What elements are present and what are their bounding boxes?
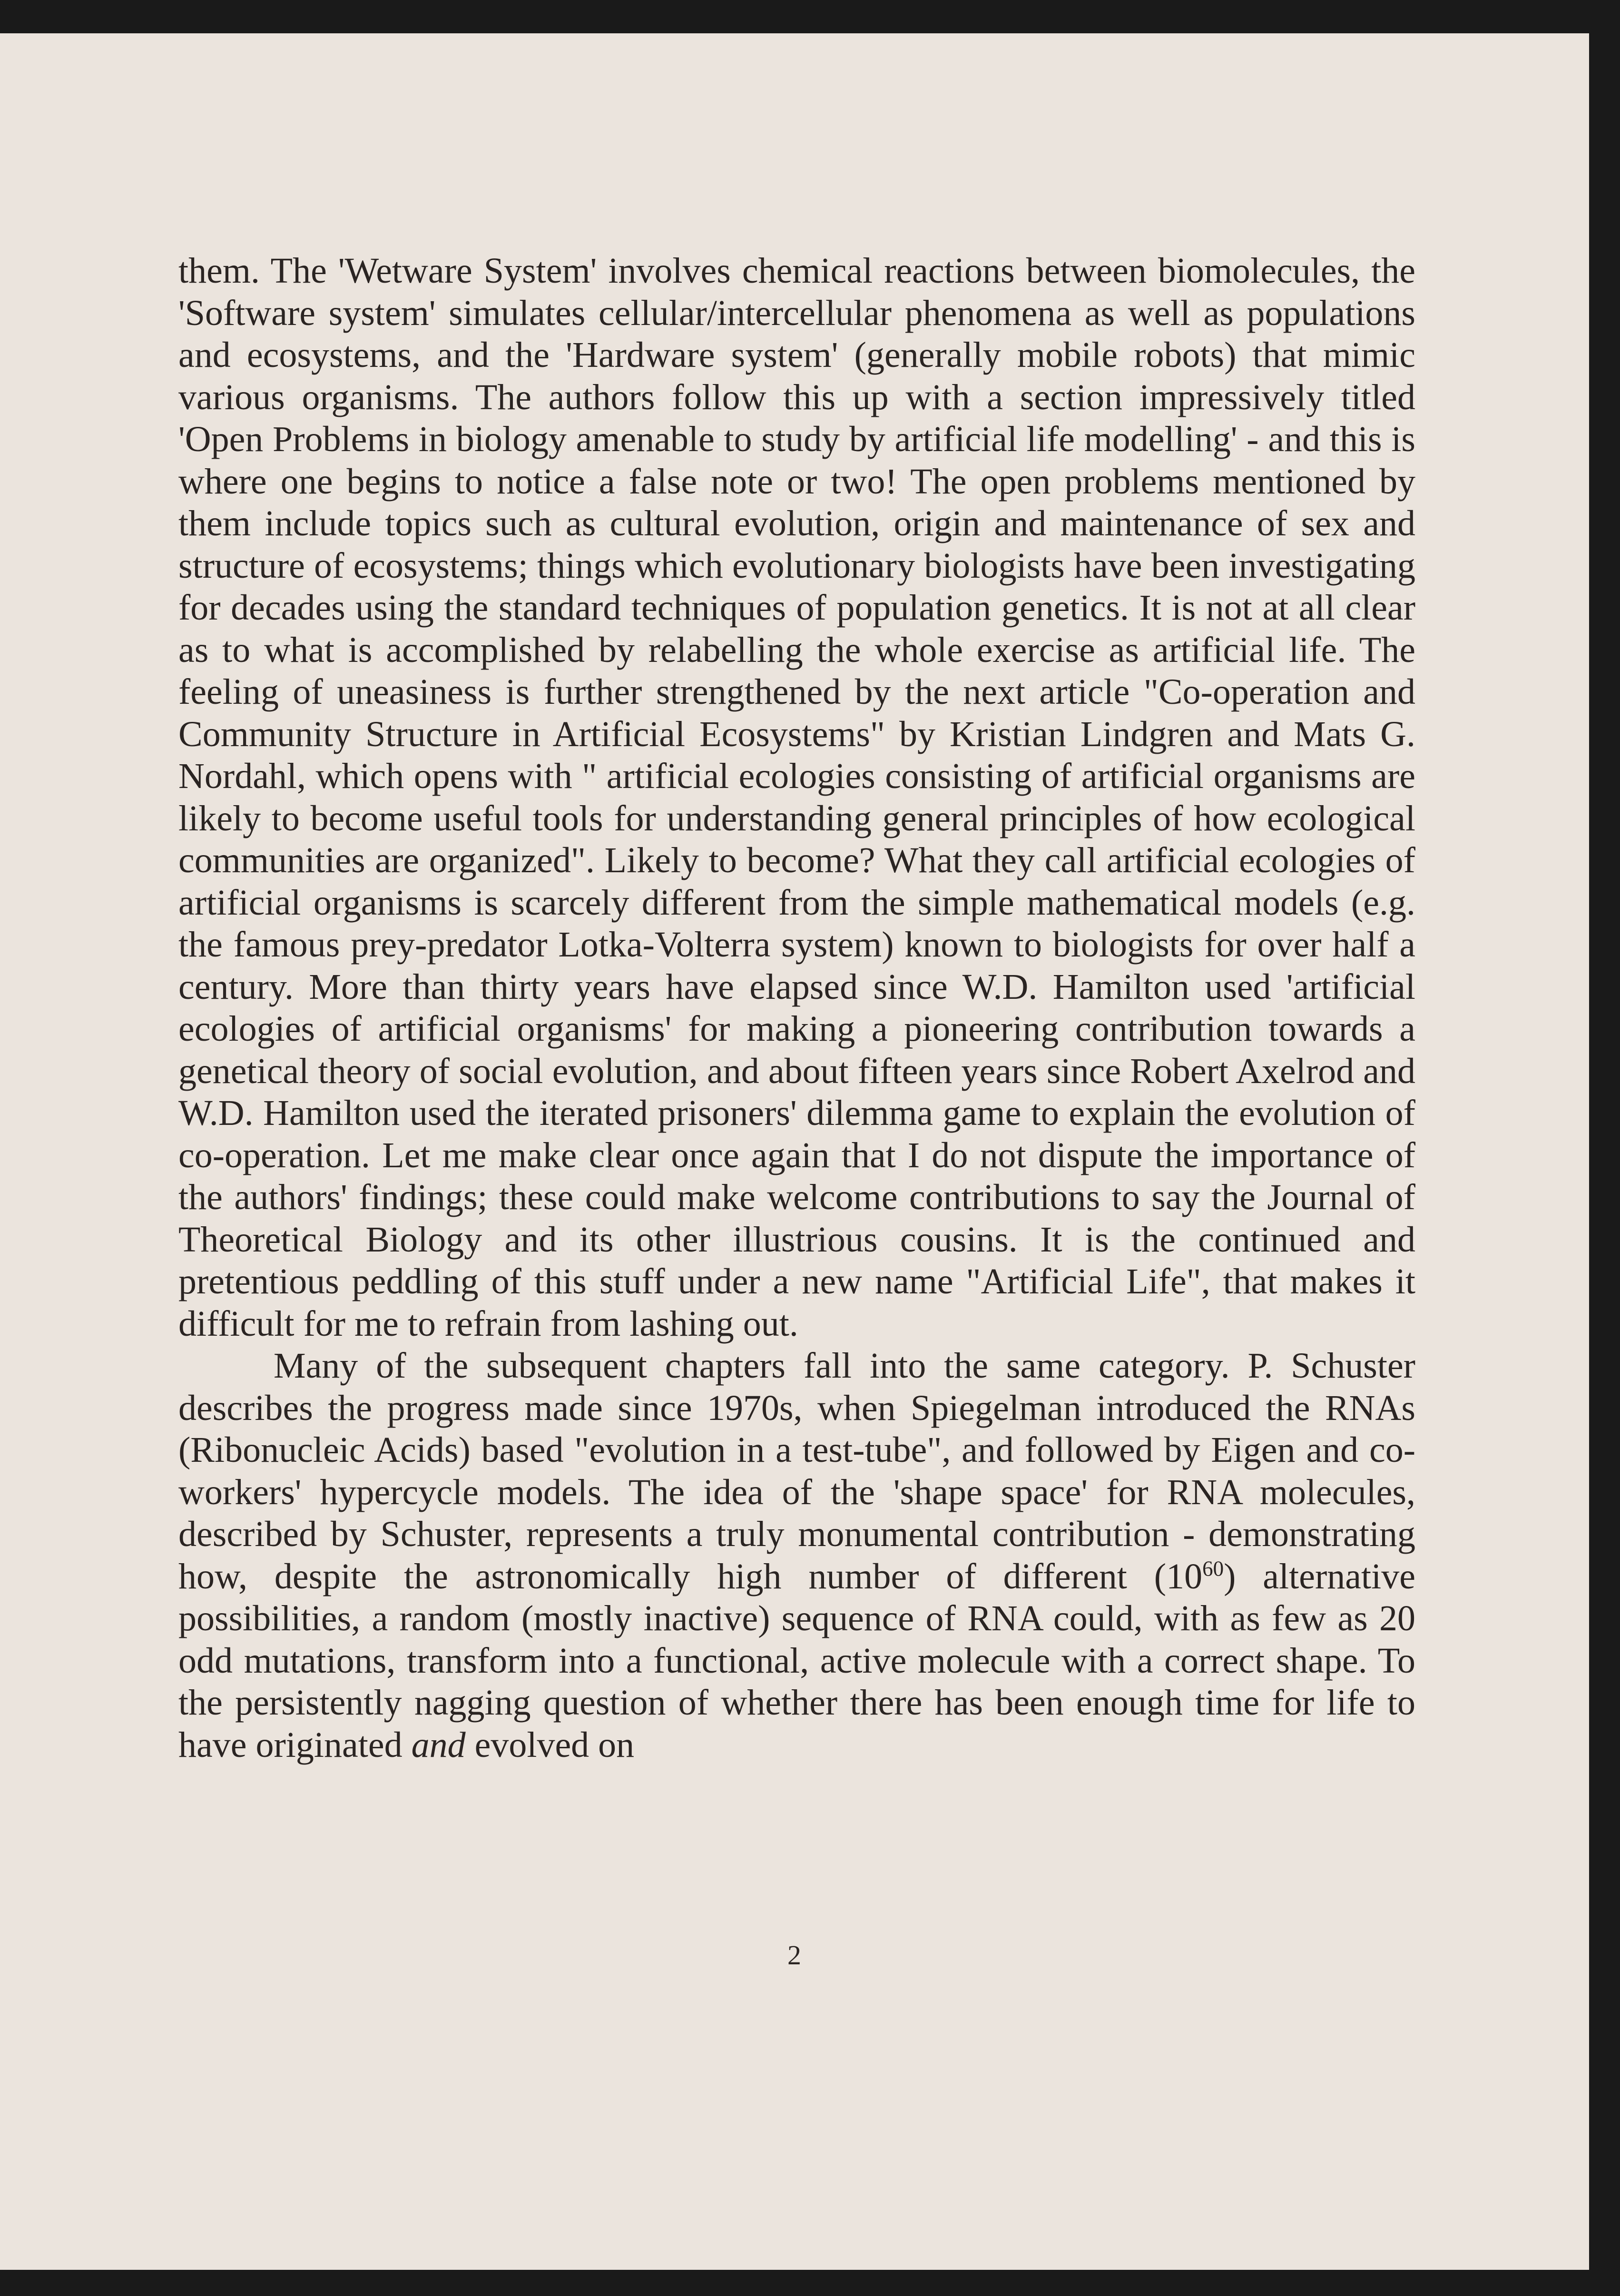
text-segment: evolved on: [465, 1724, 635, 1765]
text-segment: Many of the subsequent chapters fall into the same category. P. Schuster describes the progress made since 1970s, when Spiegelman introduced the RNAs (Ribonucleic Acids) based "evolution in a test-tube", and followed by Eigen and co-workers' hypercycle models. The idea of the 'shape space' for RNA molecules, described by Schuster, represents a truly monumental contribution - demonstrating how, despite the astronomically high number of different (10: [178, 1346, 1415, 1596]
paragraph-2: [178, 1345, 1415, 1766]
superscript: 60: [1202, 1557, 1224, 1581]
page-number: 2: [787, 1940, 801, 1971]
body-text: [178, 250, 1415, 1766]
document-page: [0, 33, 1589, 2270]
text-segment: ) alternative possibilities, a random (mostly inactive) sequence of RNA could, with as few as 20 odd mutations, transform into a functional, active molecule with a correct shape. To the persistently nagging question of whether there has been enough time for life to have originated: [178, 1556, 1415, 1765]
paragraph-1: them. The 'Wetware System' involves chemical reactions between biomolecules, the 'Software system' simulates cellular/intercellular phenomena as well as populations and ecosystems, and the 'Hardware system' (generally mobile robots) that mimic various organisms. The authors follow this up with a section impressively titled 'Open Problems in biology amenable to study by artificial life modelling' - and this is where one begins to notice a false note or two! The open problems mentioned by them include topics such as cultural evolution, origin and maintenance of sex and structure of ecosystems; things which evolutionary biologists have been investigating for decades using the standard techniques of population genetics. It is not at all clear as to what is accomplished by relabelling the whole exercise as artificial life. The feeling of uneasiness is further strengthened by the next article "Co-operation and Community Structure in Artificial Ecosystems" by Kristian Lindgren and Mats G. Nordahl, which opens with " artificial ecologies consisting of artificial organisms are likely to become useful tools for understanding general principles of how ecological communities are organized". Likely to become? What they call artificial ecologies of artificial organisms is scarcely different from the simple mathematical models (e.g. the famous prey-predator Lotka-Volterra system) known to biologists for over half a century. More than thirty years have elapsed since W.D. Hamilton used 'artificial ecologies of artificial organisms' for making a pioneering contribution towards a genetical theory of social evolution, and about fifteen years since Robert Axelrod and W.D. Hamilton used the iterated prisoners' dilemma game to explain the evolution of co-operation. Let me make clear once again that I do not dispute the importance of the authors' findings; these could make welcome contributions to say the Journal of Theoretical Biology and its other illustrious cousins. It is the continued and pretentious peddling of this stuff under a new name "Artificial Life", that makes it difficult for me to refrain from lashing out.: [178, 251, 1415, 1344]
emphasis: and: [411, 1724, 466, 1765]
